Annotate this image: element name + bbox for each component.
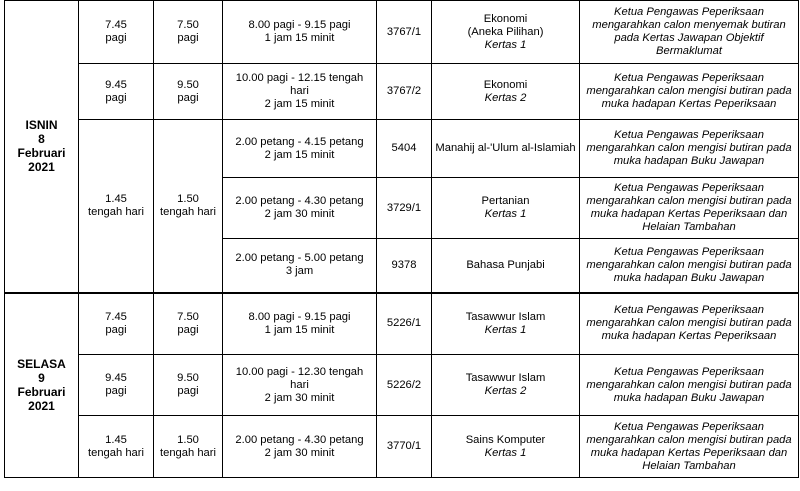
paper-time: 2 jam 30 minit — [264, 391, 335, 404]
paper-time: 2.00 petang - 5.00 petang — [235, 252, 364, 265]
paper-code-cell — [377, 1, 432, 64]
day-label: 9 — [38, 371, 45, 386]
enter-time: pagi — [105, 32, 127, 44]
enter-time-cell — [79, 1, 154, 64]
start-time-cell — [154, 1, 223, 64]
subject-name: Sains Komputer — [465, 433, 546, 446]
paper-code: 5226/1 — [386, 317, 422, 330]
paper-time: 3 jam — [285, 265, 314, 278]
paper-time: 1 jam 15 minit — [264, 32, 335, 44]
instruction-text: Ketua Pengawas Peperiksaan — [614, 72, 764, 84]
paper-time-cell — [223, 178, 377, 239]
instruction-text: muka hadapan Kertas Peperiksaan — [601, 330, 777, 343]
enter-time-cell — [79, 120, 154, 293]
paper-code-cell — [377, 120, 432, 178]
instruction-text: muka hadapan Buku Jawapan — [613, 391, 765, 404]
subject-name: (Aneka Pilihan) — [467, 25, 544, 38]
paper-time-cell — [223, 239, 377, 293]
enter-time: 1.45 — [105, 433, 127, 446]
start-time: pagi — [177, 32, 199, 44]
start-time: 1.50 — [177, 433, 199, 446]
enter-time-cell — [79, 355, 154, 416]
subject-name: Manahij al-'Ulum al-Islamiah — [435, 142, 576, 154]
start-time: 7.50 — [177, 19, 199, 31]
instruction-cell — [580, 120, 799, 178]
instruction-text: Ketua Pengawas Peperiksaan — [614, 245, 764, 258]
schedule-body — [5, 1, 799, 478]
subject-name: Tasawwur Islam — [465, 372, 546, 384]
subject-cell — [432, 178, 580, 239]
instruction-cell — [580, 293, 799, 355]
start-time: tengah hari — [160, 205, 216, 218]
paper-code: 9378 — [391, 258, 417, 271]
enter-time: pagi — [105, 323, 127, 336]
exam-schedule-table — [4, 0, 799, 478]
paper-time: 2.00 petang - 4.30 petang — [235, 433, 364, 446]
enter-time: pagi — [105, 91, 127, 104]
start-time: tengah hari — [160, 446, 216, 459]
paper-time: 2.00 petang - 4.15 petang — [235, 135, 364, 148]
subject-cell — [432, 120, 580, 178]
subject-name: Tasawwur Islam — [465, 310, 546, 323]
instruction-cell — [580, 355, 799, 416]
instruction-text: mengarahkan calon mengisi butiran pada — [586, 317, 792, 330]
subject-name: Bahasa Punjabi — [466, 258, 545, 271]
day-label: 2021 — [28, 160, 55, 175]
enter-time: pagi — [105, 385, 127, 397]
instruction-text: mengarahkan calon mengisi butiran pada — [586, 195, 792, 207]
paper-code-cell — [377, 416, 432, 478]
instruction-text: Ketua Pengawas Peperiksaan — [614, 129, 764, 141]
instruction-text: Ketua Pengawas Peperiksaan — [614, 182, 764, 194]
start-time-cell — [154, 293, 223, 355]
instruction-text: Helaian Tambahan — [642, 459, 736, 472]
start-time-cell — [154, 64, 223, 120]
enter-time: tengah hari — [88, 446, 144, 459]
day-label: ISNIN — [25, 118, 58, 133]
enter-time-cell — [79, 64, 154, 120]
subject-cell — [432, 355, 580, 416]
paper-code-cell — [377, 64, 432, 120]
paper-code: 3767/2 — [386, 85, 422, 97]
subject-name: Ekonomi — [483, 12, 528, 25]
table-row — [5, 355, 799, 416]
start-time-cell — [154, 355, 223, 416]
instruction-text: muka hadapan Kertas Peperiksaan dan — [590, 208, 788, 220]
paper-code: 3729/1 — [386, 201, 422, 214]
day-cell — [5, 293, 79, 478]
day-label: SELASA — [17, 357, 66, 372]
start-time: 9.50 — [177, 372, 199, 384]
paper-time: 1 jam 15 minit — [264, 323, 335, 336]
paper-number: Kertas 2 — [484, 385, 527, 397]
table-row — [5, 64, 799, 120]
paper-time-cell — [223, 416, 377, 478]
subject-name: Pertanian — [481, 195, 530, 207]
instruction-cell — [580, 178, 799, 239]
paper-number: Kertas 1 — [484, 446, 527, 459]
instruction-text: muka hadapan Buku Jawapan — [613, 271, 765, 284]
enter-time: 9.45 — [105, 78, 127, 91]
instruction-text: Ketua Pengawas Peperiksaan — [614, 365, 764, 378]
paper-time-cell — [223, 1, 377, 64]
day-label: 8 — [38, 132, 45, 147]
subject-cell — [432, 64, 580, 120]
table-row — [5, 120, 799, 178]
instruction-text: mengarahkan calon mengisi butiran pada — [586, 85, 792, 97]
paper-time: 2 jam 30 minit — [264, 208, 335, 220]
start-time: 9.50 — [177, 78, 199, 91]
instruction-text: Ketua Pengawas Peperiksaan — [614, 6, 764, 18]
day-label: 2021 — [28, 399, 55, 414]
paper-code-cell — [377, 293, 432, 355]
instruction-text: muka hadapan Buku Jawapan — [613, 155, 765, 167]
paper-time: 10.00 pagi - 12.30 tengah hari — [235, 365, 364, 391]
instruction-text: pada Kertas Jawapan Objektif — [614, 32, 764, 44]
start-time: pagi — [177, 385, 199, 397]
subject-cell — [432, 239, 580, 293]
subject-cell — [432, 293, 580, 355]
paper-time-cell — [223, 355, 377, 416]
paper-code: 5226/2 — [386, 378, 422, 391]
paper-code-cell — [377, 239, 432, 293]
paper-time: 10.00 pagi - 12.15 tengah hari — [235, 72, 364, 97]
day-cell — [5, 1, 79, 293]
instruction-cell — [580, 239, 799, 293]
start-time: pagi — [177, 91, 199, 104]
table-row — [5, 293, 799, 355]
paper-number: Kertas 2 — [484, 91, 527, 104]
day-label: Februari — [17, 385, 66, 400]
subject-cell — [432, 416, 580, 478]
start-time: 7.50 — [177, 310, 199, 323]
enter-time-cell — [79, 416, 154, 478]
paper-time-cell — [223, 293, 377, 355]
instruction-text: muka hadapan Kertas Peperiksaan dan — [590, 446, 788, 459]
instruction-text: muka hadapan Kertas Peperiksaan — [601, 98, 777, 110]
instruction-text: mengarahkan calon mengisi butiran pada — [586, 378, 792, 391]
paper-time: 8.00 pagi - 9.15 pagi — [248, 19, 351, 31]
paper-code: 5404 — [391, 142, 417, 154]
paper-time: 2 jam 30 minit — [264, 446, 335, 459]
enter-time-cell — [79, 293, 154, 355]
paper-code-cell — [377, 355, 432, 416]
paper-code: 3767/1 — [386, 25, 422, 38]
instruction-text: Bermaklumat — [656, 45, 722, 57]
paper-code-cell — [377, 178, 432, 239]
instruction-text: Ketua Pengawas Peperiksaan — [614, 420, 764, 433]
subject-name: Ekonomi — [483, 78, 528, 91]
enter-time: tengah hari — [88, 205, 144, 218]
paper-time-cell — [223, 120, 377, 178]
instruction-text: Ketua Pengawas Peperiksaan — [614, 304, 764, 317]
subject-cell — [432, 1, 580, 64]
instruction-cell — [580, 416, 799, 478]
start-time: 1.50 — [177, 192, 199, 205]
paper-time: 8.00 pagi - 9.15 pagi — [248, 310, 351, 323]
table-row — [5, 1, 799, 64]
instruction-text: mengarahkan calon mengisi butiran pada — [586, 142, 792, 154]
instruction-cell — [580, 1, 799, 64]
paper-time: 2.00 petang - 4.30 petang — [235, 195, 364, 207]
day-label: Februari — [17, 146, 66, 161]
paper-code: 3770/1 — [386, 440, 422, 452]
instruction-text: mengarahkan calon mengisi butiran pada — [586, 258, 792, 271]
instruction-text: Helaian Tambahan — [642, 221, 736, 233]
start-time-cell — [154, 120, 223, 293]
start-time: pagi — [177, 323, 199, 336]
paper-time: 2 jam 15 minit — [264, 148, 335, 161]
paper-number: Kertas 1 — [484, 38, 527, 51]
paper-number: Kertas 1 — [484, 208, 527, 220]
start-time-cell — [154, 416, 223, 478]
instruction-cell — [580, 64, 799, 120]
enter-time: 7.45 — [105, 19, 127, 31]
instruction-text: mengarahkan calon mengisi butiran pada — [586, 433, 792, 446]
paper-time-cell — [223, 64, 377, 120]
enter-time: 9.45 — [105, 372, 127, 384]
paper-number: Kertas 1 — [484, 323, 527, 336]
enter-time: 7.45 — [105, 310, 127, 323]
table-row — [5, 416, 799, 478]
instruction-text: mengarahkan calon menyemak butiran — [592, 19, 786, 31]
enter-time: 1.45 — [105, 192, 127, 205]
paper-time: 2 jam 15 minit — [264, 98, 335, 110]
